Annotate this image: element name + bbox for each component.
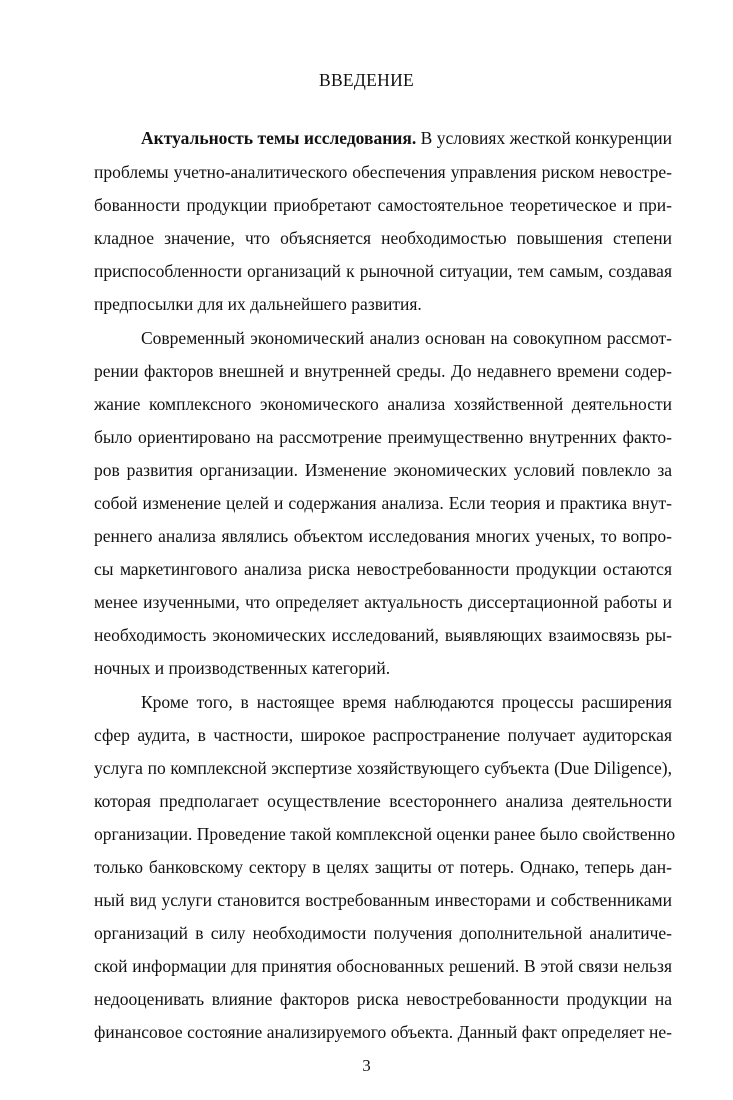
paragraph-3-line-3: услуга по комплексной экспертизе хозяйствующего субъекта (Due Diligence), (94, 758, 672, 778)
paragraph-2-line-7: реннего анализа являлись объектом исследования многих ученых, то вопро- (94, 526, 672, 546)
paragraph-3-line-10: недооценивать влияние факторов риска невостребованности продукции на (94, 989, 672, 1009)
section-heading: ВВЕДЕНИЕ (318, 70, 415, 90)
paragraph-2-line-3: жание комплексного экономического анализа хозяйственной деятельности (94, 394, 672, 414)
paragraph-2-line-10: необходимость экономических исследований, выявляющих взаимосвязь ры- (94, 625, 672, 645)
paragraph-3-line-4: которая предполагает осуществление всестороннего анализа деятельности (94, 791, 672, 811)
paragraph-3-line-6: только банковскому сектору в целях защиты от потерь. Однако, теперь дан- (94, 857, 672, 877)
paragraph-1-line-5: приспособленности организаций к рыночной ситуации, тем самым, создавая (94, 261, 672, 281)
paragraph-2-line-4: было ориентировано на рассмотрение преимущественно внутренних факто- (94, 427, 672, 447)
paragraph-2-line-11: ночных и производственных категорий. (94, 658, 391, 678)
paragraph-lead: Актуальность темы исследования. (141, 128, 417, 148)
paragraph-1-line-1 (141, 127, 672, 149)
paragraph-3-line-2: сфер аудита, в частности, широкое распространение получает аудиторская (94, 725, 672, 745)
paragraph-3-line-9: ской информации для принятия обоснованных решений. В этой связи нельзя (94, 956, 672, 976)
paragraph-2-line-6: собой изменение целей и содержания анализа. Если теория и практика внут- (94, 493, 672, 513)
paragraph-2-line-5: ров развития организации. Изменение экономических условий повлекло за (94, 460, 672, 480)
paragraph-2-line-8: сы маркетингового анализа риска невостребованности продукции остаются (94, 559, 672, 579)
paragraph-3-line-7: ный вид услуги становится востребованным инвесторами и собственниками (94, 890, 672, 910)
paragraph-2-line-9: менее изученными, что определяет актуальность диссертационной работы и (94, 592, 672, 612)
paragraph-3-line-1: Кроме того, в настоящее время наблюдаются процессы расширения (141, 692, 672, 712)
paragraph-1-line-4: кладное значение, что объясняется необходимостью повышения степени (94, 228, 672, 248)
paragraph-1-line-2: проблемы учетно-аналитического обеспечения управления риском невостре- (94, 162, 672, 182)
paragraph-2-line-1: Современный экономический анализ основан на совокупном рассмот- (141, 328, 672, 348)
page-number: 3 (362, 1056, 371, 1075)
paragraph-1-line-6: предпосылки для их дальнейшего развития. (94, 294, 422, 314)
paragraph-text: В условиях жесткой конкуренции (416, 128, 672, 148)
paragraph-3-line-5: организации. Проведение такой комплексной оценки ранее было свойственно (94, 824, 676, 844)
paragraph-3-line-11: финансовое состояние анализируемого объекта. Данный факт определяет не- (94, 1022, 672, 1042)
paragraph-2-line-2: рении факторов внешней и внутренней среды. До недавнего времени содер- (94, 361, 672, 381)
paragraph-3-line-8: организаций в силу необходимости получения дополнительной аналитиче- (94, 923, 672, 943)
paragraph-1-line-3: бованности продукции приобретают самостоятельное теоретическое и при- (94, 195, 672, 215)
